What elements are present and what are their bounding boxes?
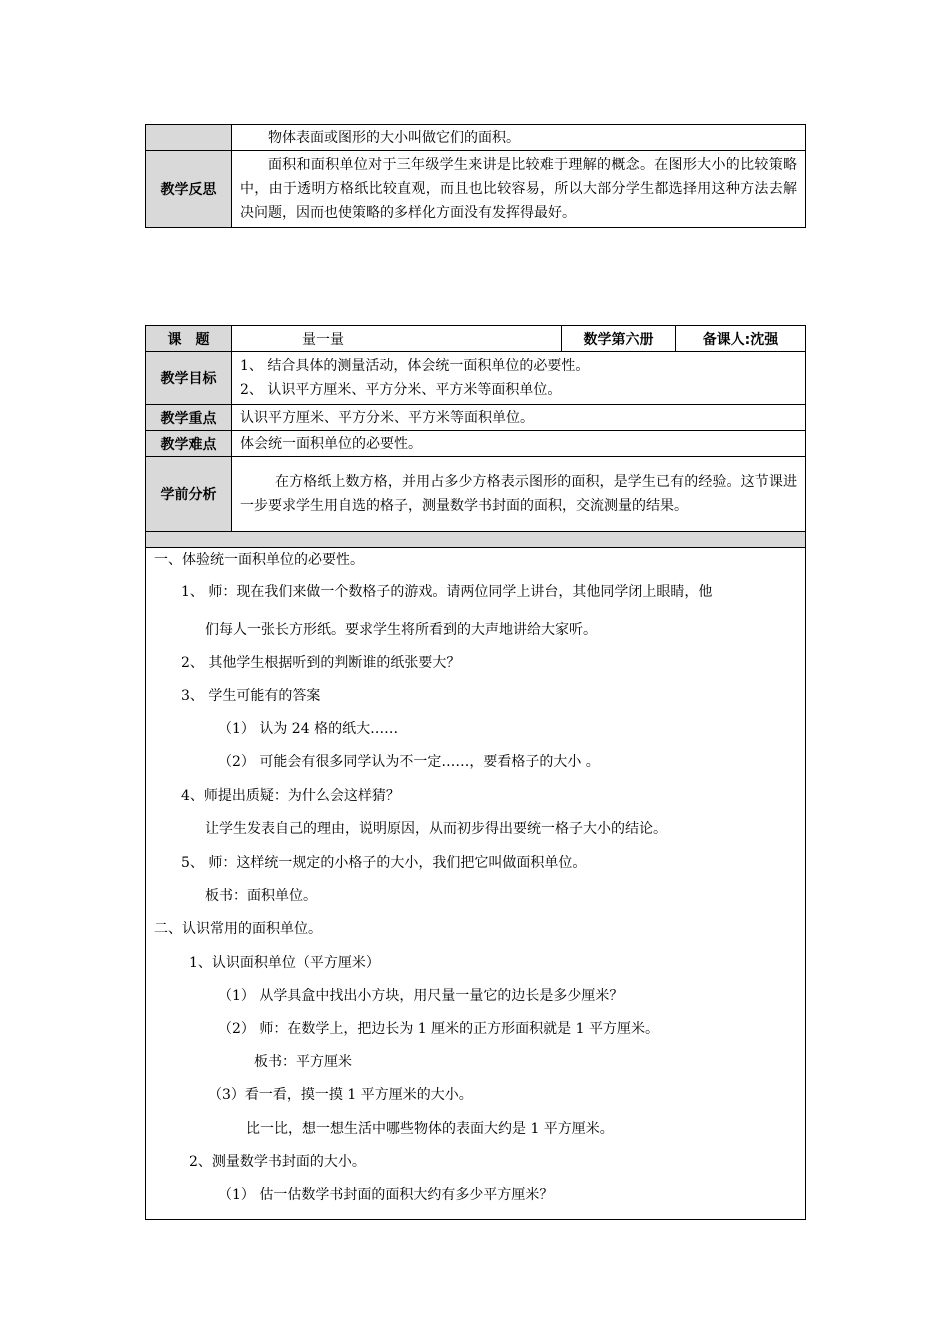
goals-cell <box>232 352 806 405</box>
process-line: 1、 师：现在我们来做一个数格子的游戏。请两位同学上讲台，其他同学闭上眼睛，他 <box>181 584 713 600</box>
book-name: 数学第六册 <box>562 326 676 352</box>
process-line: 二、认识常用的面积单位。 <box>154 921 322 937</box>
process-line: 5、 师：这样统一规定的小格子的大小，我们把它叫做面积单位。 <box>181 855 587 871</box>
separator-row <box>146 532 806 548</box>
process-line: （1） 估一估数学书封面的面积大约有多少平方厘米？ <box>218 1187 554 1203</box>
reflection-table <box>145 124 806 228</box>
preparer: 备课人:沈强 <box>676 326 806 352</box>
reflection-label: 教学反思 <box>146 151 232 228</box>
difficulty-text: 体会统一面积单位的必要性。 <box>232 431 806 457</box>
process-line: 们每人一张长方形纸。要求学生将所看到的大声地讲给大家听。 <box>205 622 597 638</box>
process-line: （3）看一看，摸一摸 1 平方厘米的大小。 <box>208 1087 473 1103</box>
process-line: 让学生发表自己的理由，说明原因，从而初步得出要统一格子大小的结论。 <box>205 821 667 837</box>
process-line: 比一比，想一想生活中哪些物体的表面大约是 1 平方厘米。 <box>246 1121 614 1137</box>
topic-value: 量一量 <box>232 326 562 352</box>
difficulty-label: 教学难点 <box>146 431 232 457</box>
process-line: （1） 从学具盒中找出小方块，用尺量一量它的边长是多少厘米？ <box>218 988 624 1004</box>
process-line: 2、测量数学书封面的大小。 <box>189 1154 366 1170</box>
topic-label: 课 题 <box>146 326 232 352</box>
process-line: 板书：平方厘米 <box>254 1054 352 1070</box>
analysis-text: 在方格纸上数方格，并用占多少方格表示图形的面积，是学生已有的经验。这节课进一步要求学生用自选的格子，测量数学书封面的面积，交流测量的结果。 <box>232 457 806 532</box>
process-line: （2） 师：在数学上，把边长为 1 厘米的正方形面积就是 1 平方厘米。 <box>218 1021 659 1037</box>
focus-text: 认识平方厘米、平方分米、平方米等面积单位。 <box>232 405 806 431</box>
goals-label: 教学目标 <box>146 352 232 405</box>
process-line: （2） 可能会有很多同学认为不一定……，要看格子的大小 。 <box>218 754 600 770</box>
process-line: 1、认识面积单位（平方厘米） <box>189 955 380 971</box>
focus-label: 教学重点 <box>146 405 232 431</box>
process-line: 2、 其他学生根据听到的判断谁的纸张要大？ <box>181 655 461 671</box>
process-line: 板书：面积单位。 <box>205 888 317 904</box>
process-line: 3、 学生可能有的答案 <box>181 688 321 704</box>
process-line: 4、师提出质疑：为什么会这样猜？ <box>181 788 400 804</box>
area-definition-text: 物体表面或图形的大小叫做它们的面积。 <box>232 125 806 151</box>
blank-label-cell <box>146 125 232 151</box>
reflection-text: 面积和面积单位对于三年级学生来讲是比较难于理解的概念。在图形大小的比较策略中，由于透明方格纸比较直观，而且也比较容易，所以大部分学生都选择用这种方法去解决问题，因而也使策略的多样化方面没有发挥得最好。 <box>232 151 806 228</box>
process-line: 一、体验统一面积单位的必要性。 <box>154 552 364 568</box>
analysis-label: 学前分析 <box>146 457 232 532</box>
process-line: （1） 认为 24 格的纸大…… <box>218 721 399 737</box>
goal-item: 1、 结合具体的测量活动，体会统一面积单位的必要性。 <box>240 358 590 374</box>
goal-item: 2、 认识平方厘米、平方分米、平方米等面积单位。 <box>240 382 562 398</box>
